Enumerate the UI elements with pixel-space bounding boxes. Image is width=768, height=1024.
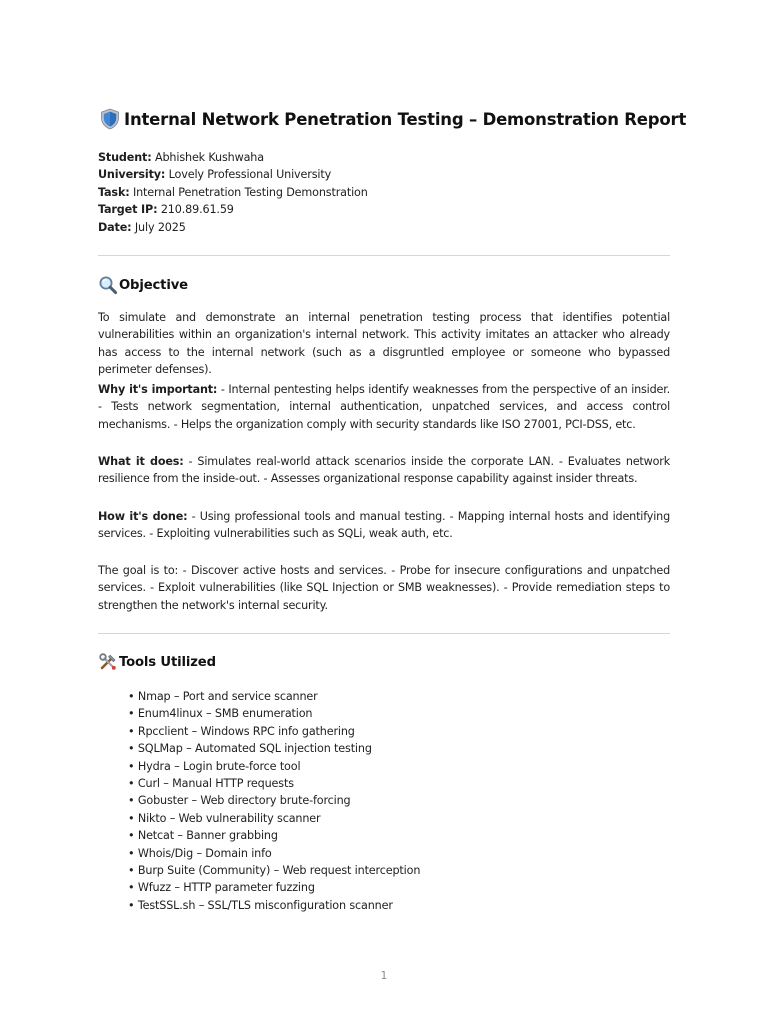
list-item: • TestSSL.sh – SSL/TLS misconfiguration scanner <box>128 898 393 912</box>
divider <box>98 633 670 634</box>
report-meta <box>98 149 368 236</box>
list-item: • SQLMap – Automated SQL injection testing <box>128 742 372 756</box>
meta-label: Target IP: <box>98 203 158 217</box>
list-item: • Rpcclient – Windows RPC info gathering <box>128 724 355 738</box>
list-item: • Nikto – Web vulnerability scanner <box>128 811 321 825</box>
why-important-text: - Internal pentesting helps identify weaknesses from the perspective of an insider. - Tests network segmentation, internal authentication, unpatched services, and access control mechanisms. - Helps the organization comply with security standards like ISO 27001, PCI-DSS, etc. <box>98 383 671 431</box>
list-item: • Enum4linux – SMB enumeration <box>128 707 313 721</box>
report-title-text: Internal Network Penetration Testing – Demonstration Report <box>124 109 687 129</box>
list-item: • Nmap – Port and service scanner <box>128 690 318 703</box>
meta-university <box>98 166 368 183</box>
tools-heading-text: Tools Utilized <box>119 654 216 670</box>
shield-icon <box>98 107 122 131</box>
list-item: • Wfuzz – HTTP parameter fuzzing <box>128 881 315 895</box>
list-item: • Netcat – Banner grabbing <box>128 829 278 843</box>
why-important-label: Why it's important: <box>98 383 218 396</box>
objective-heading <box>98 275 188 295</box>
what-it-does-text: - Simulates real-world attack scenarios inside the corporate LAN. - Evaluates network resilience from the inside-out. - Assesses organizational response capability against insider threats. <box>98 455 670 486</box>
magnifier-icon <box>98 275 118 295</box>
objective-heading-text: Objective <box>119 277 188 293</box>
tools-list <box>128 688 420 914</box>
meta-date <box>98 219 368 236</box>
meta-value: July 2025 <box>134 220 186 234</box>
why-important-paragraph <box>98 381 670 433</box>
tools-heading <box>98 652 216 672</box>
meta-value: Internal Penetration Testing Demonstration <box>132 185 368 199</box>
how-its-done-paragraph <box>98 508 670 543</box>
report-title <box>98 107 698 131</box>
what-it-does-paragraph <box>98 453 670 488</box>
tools-icon <box>98 652 118 672</box>
how-its-done-label: How it's done: <box>98 510 188 523</box>
list-item: • Gobuster – Web directory brute-forcing <box>128 794 351 808</box>
what-it-does-label: What it does: <box>98 455 184 468</box>
meta-label: Task: <box>98 185 130 199</box>
goal-paragraph: The goal is to: - Discover active hosts and services. - Probe for insecure configurations and unpatched services. - Exploit vulnerabilities (like SQL Injection or SMB weaknesses). - Provide remediation steps to strengthen the network's internal security. <box>98 564 670 612</box>
meta-target-ip <box>98 201 368 218</box>
meta-value: Abhishek Kushwaha <box>154 151 264 164</box>
list-item: • Burp Suite (Community) – Web request interception <box>128 864 421 878</box>
list-item: • Hydra – Login brute-force tool <box>128 759 301 773</box>
meta-label: University: <box>98 168 166 182</box>
how-its-done-text: - Using professional tools and manual testing. - Mapping internal hosts and identifying services. - Exploiting vulnerabilities such as SQLi, weak auth, etc. <box>98 510 670 541</box>
divider <box>98 255 670 256</box>
meta-value: Lovely Professional University <box>168 168 332 182</box>
objective-intro: To simulate and demonstrate an internal penetration testing process that identifies potential vulnerabilities within an organization's internal network. This activity imitates an attacker who already has access to the internal network (such as a disgruntled employee or someone who bypassed perimeter defenses). <box>98 311 670 377</box>
meta-value: 210.89.61.59 <box>160 203 234 217</box>
page-number: 1 <box>380 970 388 982</box>
list-item: • Curl – Manual HTTP requests <box>128 777 294 791</box>
meta-label: Date: <box>98 220 132 234</box>
meta-student <box>98 149 368 166</box>
meta-task <box>98 184 368 201</box>
meta-label: Student: <box>98 151 152 164</box>
list-item: • Whois/Dig – Domain info <box>128 846 272 860</box>
